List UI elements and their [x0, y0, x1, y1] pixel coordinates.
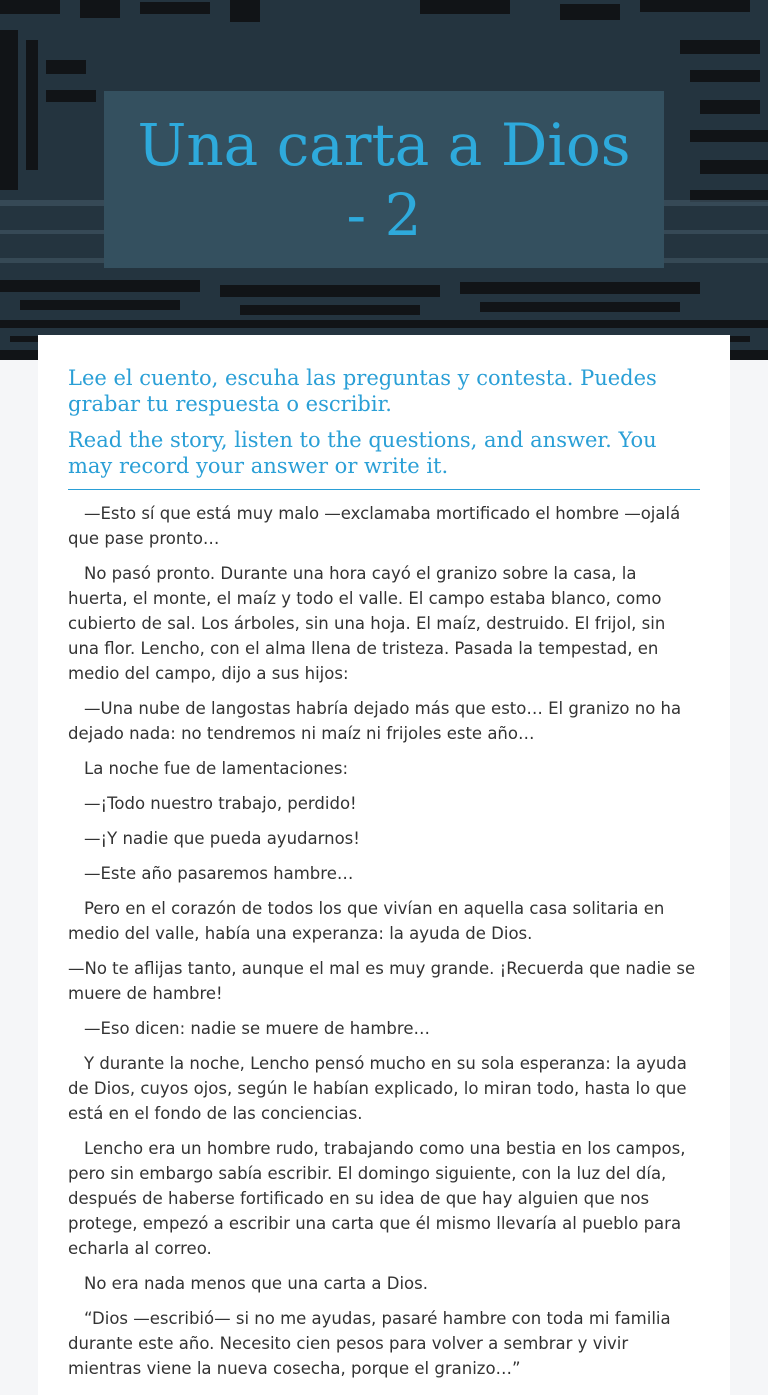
title-box [104, 91, 664, 268]
story-paragraph: —¡Y nadie que pueda ayudarnos! [84, 829, 360, 848]
story-paragraph: Pero en el corazón de todos los que vivían en aquella casa solitaria en medio del valle, había una experanza: la ayuda de Dios. [68, 899, 665, 943]
story-paragraph: —Eso dicen: nadie se muere de hambre… [84, 1019, 430, 1038]
page-title: Una carta a Dios - 2 [137, 110, 631, 249]
instructions-spanish: Lee el cuento, escuha las preguntas y contesta. Puedes grabar tu respuesta o escribir. [68, 366, 657, 416]
story-paragraph: La noche fue de lamentaciones: [84, 759, 349, 778]
story-paragraph: —Esto sí que está muy malo —exclamaba mortificado el hombre —ojalá que pase pronto… [68, 504, 681, 548]
story-paragraph: —¡Todo nuestro trabajo, perdido! [84, 794, 357, 813]
story-paragraph: —No te aflijas tanto, aunque el mal es muy grande. ¡Recuerda que nadie se muere de hambre! [68, 959, 696, 1003]
story-text [68, 501, 700, 1391]
instructions [68, 365, 700, 489]
instructions-english: Read the story, listen to the questions, and answer. You may record your answer or write it. [68, 428, 657, 478]
divider [68, 489, 700, 490]
story-paragraph: —Una nube de langostas habría dejado más que esto… El granizo no ha dejado nada: no tendremos ni maíz ni frijoles este año… [68, 699, 682, 743]
story-paragraph: No era nada menos que una carta a Dios. [84, 1274, 428, 1293]
story-paragraph: No pasó pronto. Durante una hora cayó el granizo sobre la casa, la huerta, el monte, el maíz y todo el valle. El campo estaba blanco, como cubierto de sal. Los árboles, sin una hoja. El maíz, destruido. El frijol, sin una flor. Lencho, con el alma llena de tristeza. Pasada la tempestad, en medio del campo, dijo a sus hijos: [68, 564, 666, 683]
story-paragraph: “Dios —escribió— si no me ayudas, pasaré hambre con toda mi familia durante este año. Necesito cien pesos para volver a sembrar y vivir mientras viene la nueva cosecha, porque el granizo…” [68, 1309, 671, 1378]
story-paragraph: —Este año pasaremos hambre… [84, 864, 354, 883]
story-paragraph: Lencho era un hombre rudo, trabajando como una bestia en los campos, pero sin embargo sabía escribir. El domingo siguiente, con la luz del día, después de haberse fortificado en su idea de que hay alguien que nos protege, empezó a escribir una carta que él mismo llevaría al pueblo para echarla al correo. [68, 1139, 686, 1258]
content-card [38, 335, 730, 1395]
header-banner [0, 0, 768, 360]
story-paragraph: Y durante la noche, Lencho pensó mucho en su sola esperanza: la ayuda de Dios, cuyos ojos, según le habían explicado, lo miran todo, hasta lo que está en el fondo de las conciencias. [68, 1054, 687, 1123]
